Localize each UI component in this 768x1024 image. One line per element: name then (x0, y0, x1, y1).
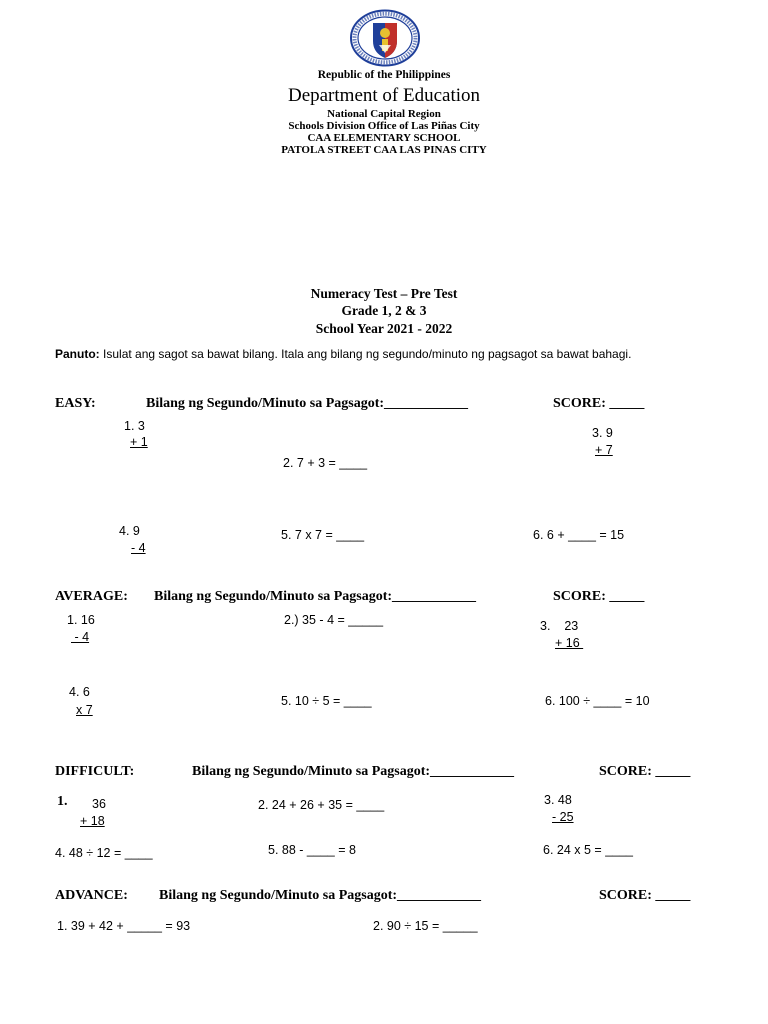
easy-q4-top: 4. 9 (119, 524, 140, 538)
average-q4-bottom: x 7 (76, 703, 93, 717)
difficult-q2: 2. 24 + 26 + 35 = ____ (258, 798, 385, 812)
instructions-label: Panuto: (55, 347, 100, 361)
easy-q3-top: 3. 9 (592, 426, 613, 440)
advance-label: ADVANCE: (55, 888, 128, 903)
average-q2: 2.) 35 - 4 = _____ (284, 613, 384, 627)
school-year-line: School Year 2021 - 2022 (315, 321, 453, 336)
easy-q1-top: 1. 3 (124, 419, 145, 433)
average-q5: 5. 10 ÷ 5 = ____ (281, 694, 372, 708)
difficult-q6: 6. 24 x 5 = ____ (543, 843, 634, 857)
advance-q2: 2. 90 ÷ 15 = _____ (373, 919, 478, 933)
instructions (55, 347, 631, 361)
advance-q1: 1. 39 + 42 + _____ = 93 (57, 919, 191, 933)
difficult-q1-number: 1. (57, 794, 68, 809)
average-q3-bottom: + 16 (555, 636, 584, 650)
easy-time-label: Bilang ng Segundo/Minuto sa Pagsagot:____________ (146, 396, 469, 411)
instructions-text: Isulat ang sagot sa bawat bilang. Itala ang bilang ng segundo/minuto ng pagsagot sa bawat bahagi. (103, 347, 632, 361)
easy-q2: 2. 7 + 3 = ____ (283, 456, 368, 470)
difficult-q4: 4. 48 ÷ 12 = ____ (55, 846, 153, 860)
average-q1-top: 1. 16 (67, 613, 95, 627)
difficult-label: DIFFICULT: (55, 764, 135, 779)
grade-line: Grade 1, 2 & 3 (341, 303, 427, 318)
difficult-q5: 5. 88 - ____ = 8 (268, 843, 356, 857)
average-label: AVERAGE: (55, 589, 128, 604)
average-q6: 6. 100 ÷ ____ = 10 (545, 694, 650, 708)
division-line: Schools Division Office of Las Piñas City (288, 120, 480, 132)
difficult-time-label: Bilang ng Segundo/Minuto sa Pagsagot:____________ (192, 764, 515, 779)
test-title: Numeracy Test – Pre Test (310, 286, 458, 301)
region-line: National Capital Region (327, 108, 441, 120)
average-q3-top: 3. 23 (540, 619, 579, 633)
easy-score-label: SCORE: _____ (553, 396, 645, 411)
difficult-q1-top: 36 (92, 797, 106, 811)
deped-seal-icon (349, 9, 421, 67)
difficult-q1-bottom: + 18 (80, 814, 105, 828)
difficult-q3-top: 3. 48 (544, 793, 572, 807)
address-line: PATOLA STREET CAA LAS PINAS CITY (281, 144, 487, 156)
easy-q5: 5. 7 x 7 = ____ (281, 528, 365, 542)
easy-label: EASY: (55, 396, 96, 411)
advance-score-label: SCORE: _____ (599, 888, 691, 903)
average-time-label: Bilang ng Segundo/Minuto sa Pagsagot:____________ (154, 589, 477, 604)
average-q1-bottom: - 4 (71, 630, 90, 644)
easy-q6: 6. 6 + ____ = 15 (533, 528, 625, 542)
advance-time-label: Bilang ng Segundo/Minuto sa Pagsagot:____________ (159, 888, 482, 903)
school-line: CAA ELEMENTARY SCHOOL (307, 132, 461, 144)
easy-q4-bottom: - 4 (131, 541, 146, 555)
department-title: Department of Education (287, 85, 481, 106)
easy-q1-bottom: + 1 (130, 435, 148, 449)
republic-line: Republic of the Philippines (317, 69, 451, 81)
difficult-q3-bottom: - 25 (552, 810, 574, 824)
average-score-label: SCORE: _____ (553, 589, 645, 604)
easy-q3-bottom: + 7 (595, 443, 613, 457)
difficult-score-label: SCORE: _____ (599, 764, 691, 779)
average-q4-top: 4. 6 (69, 685, 90, 699)
